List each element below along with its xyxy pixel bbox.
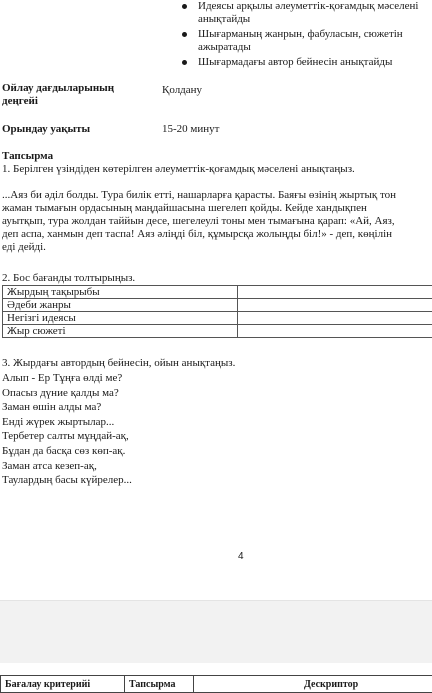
excerpt-line: деп аспа, ханмын деп таспа! Аяз әліңді біл, құмырсқа жолыңды біл!» - деп, көңілін: [2, 228, 432, 241]
excerpt-line: ...Аяз би әділ болды. Тура билік етті, нашарларға қарасты. Баяғы өзінің жыртық тон: [2, 189, 432, 202]
row-label: Әдеби жанры: [3, 299, 238, 312]
poem-line: Алып - Ер Тұңға өлді ме?: [2, 371, 132, 386]
bullet-dot-icon: [182, 32, 187, 37]
table-row: [3, 286, 432, 299]
poem-line: Таулардың басы күйрелер...: [2, 473, 132, 488]
objective-item-continuation: [180, 41, 432, 54]
page-separator: [0, 600, 432, 663]
thinking-level-value: Қолдану: [162, 84, 202, 97]
answer-cell[interactable]: [238, 312, 432, 325]
execution-time-value: 15-20 минут: [162, 123, 219, 136]
table-row: [3, 312, 432, 325]
row-label: Жыр сюжеті: [3, 325, 238, 338]
fill-in-table: [2, 285, 432, 338]
excerpt-line: еді дейді.: [2, 241, 432, 254]
objective-item: [180, 56, 432, 69]
bullet-dot-icon: [182, 4, 187, 9]
question-3: 3. Жырдағы автордың бейнесін, ойын анықтаңыз.: [2, 357, 235, 370]
question-1: 1. Берілген үзіндіден көтерілген әлеуметтік-қоғамдық мәселені анықтаңыз.: [2, 163, 355, 176]
row-label: Жырдың тақырыбы: [3, 286, 238, 299]
objective-text: Идеясы арқылы әлеуметтік-қоғамдық мәселені: [198, 0, 418, 12]
page-number: 4: [238, 551, 244, 562]
poem-line: Тербетер салты мұңдай-ақ,: [2, 429, 132, 444]
objective-item: [180, 0, 432, 13]
objective-text: Шығарманың жанрын, фабуласын, сюжетін: [198, 28, 403, 40]
table-row: [3, 325, 432, 338]
bullet-dot-icon: [182, 60, 187, 65]
excerpt-line: ауытқып, тура жолдан таййын десе, шегелеулі тоны мен тымағына қарап: «Ай, Аяз,: [2, 215, 432, 228]
header-criterion: Бағалау критерийі: [1, 676, 125, 693]
thinking-level-label: [2, 82, 114, 108]
objective-text: Шығармадағы автор бейнесін анықтайды: [198, 56, 392, 68]
answer-cell[interactable]: [238, 325, 432, 338]
objective-item-continuation: [180, 13, 432, 26]
table-row: [3, 299, 432, 312]
objective-item: [180, 28, 432, 41]
thinking-level-label-line1: Ойлау дағдыларының: [2, 82, 114, 95]
poem-line: Енді жүрек жыртылар...: [2, 415, 132, 430]
assessment-table: [0, 675, 432, 693]
poem-text: [2, 371, 132, 488]
poem-line: Заман өшін алды ма?: [2, 400, 132, 415]
answer-cell[interactable]: [238, 286, 432, 299]
poem-line: Бұдан да басқа сөз көп-ақ.: [2, 444, 132, 459]
table-header-row: [1, 676, 432, 693]
poem-line: Опасыз дүние қалды ма?: [2, 386, 132, 401]
header-task: Тапсырма: [125, 676, 194, 693]
task-heading: Тапсырма: [2, 150, 53, 163]
header-descriptor: Дескриптор: [194, 676, 432, 693]
objective-text: анықтайды: [198, 13, 250, 25]
excerpt-line: жаман тымағын ордасының маңдайшасына шегелеп қойды. Кейде хандықпен: [2, 202, 432, 215]
excerpt-text: [2, 189, 432, 254]
thinking-level-label-line2: деңгейі: [2, 95, 114, 108]
row-label: Негізгі идеясы: [3, 312, 238, 325]
objectives-list: [180, 0, 432, 69]
objective-text: ажыратады: [198, 41, 251, 53]
answer-cell[interactable]: [238, 299, 432, 312]
question-2: 2. Бос бағанды толтырыңыз.: [2, 272, 135, 285]
poem-line: Заман атса кезеп-ақ,: [2, 459, 132, 474]
execution-time-label: Орындау уақыты: [2, 123, 90, 136]
